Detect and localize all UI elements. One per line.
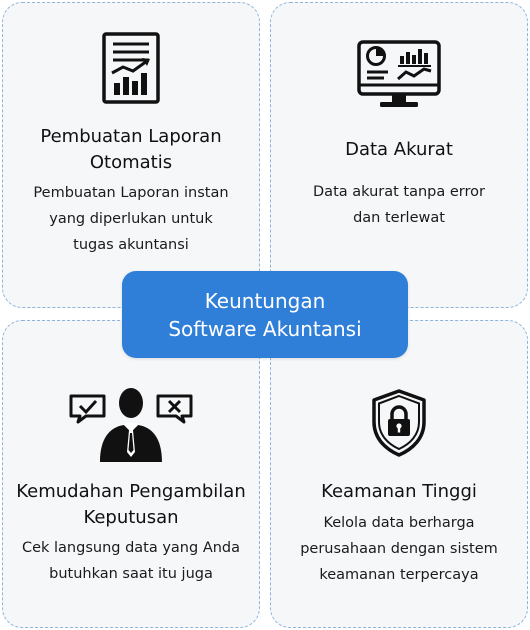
- desc-line: Cek langsung data yang Anda: [21, 540, 241, 556]
- desc-line: keamanan terpercaya: [319, 567, 479, 583]
- desc-line: yang diperlukan untuk: [49, 211, 213, 227]
- security-shield-lock-icon: [370, 388, 428, 458]
- desc-line: Kelola data berharga: [323, 515, 475, 531]
- card-title: [281, 479, 517, 505]
- desc-line: butuhkan saat itu juga: [49, 566, 213, 582]
- card-title: [13, 479, 249, 531]
- card-high-security: [270, 320, 528, 628]
- title-line: Keamanan Tinggi: [321, 481, 477, 502]
- title-line: Data Akurat: [345, 139, 453, 160]
- card-description: [13, 535, 249, 587]
- card-description: [281, 179, 517, 231]
- card-title: [281, 137, 517, 163]
- title-line: Pembuatan Laporan: [40, 126, 222, 147]
- businessman-decision-icon: [68, 386, 194, 462]
- monitor-dashboard-icon: [356, 39, 442, 111]
- card-description: [281, 510, 517, 588]
- title-line: Otomatis: [89, 152, 173, 173]
- report-chart-icon: [101, 31, 161, 105]
- desc-line: tugas akuntansi: [73, 237, 189, 253]
- center-title-line: Software Akuntansi: [168, 316, 362, 341]
- desc-line: Pembuatan Laporan instan: [33, 185, 229, 201]
- title-line: Keputusan: [83, 507, 179, 528]
- center-title-line: Keuntungan: [204, 288, 326, 313]
- desc-line: perusahaan dengan sistem: [300, 541, 498, 557]
- center-title: [168, 287, 361, 343]
- center-title-box: [122, 271, 408, 358]
- card-decision-making: [2, 320, 260, 628]
- desc-line: Data akurat tanpa error: [313, 184, 485, 200]
- desc-line: dan terlewat: [353, 210, 445, 226]
- card-description: [13, 180, 249, 258]
- title-line: Kemudahan Pengambilan: [16, 481, 246, 502]
- card-title: [13, 124, 249, 176]
- card-automatic-report: [2, 2, 260, 308]
- card-accurate-data: [270, 2, 528, 308]
